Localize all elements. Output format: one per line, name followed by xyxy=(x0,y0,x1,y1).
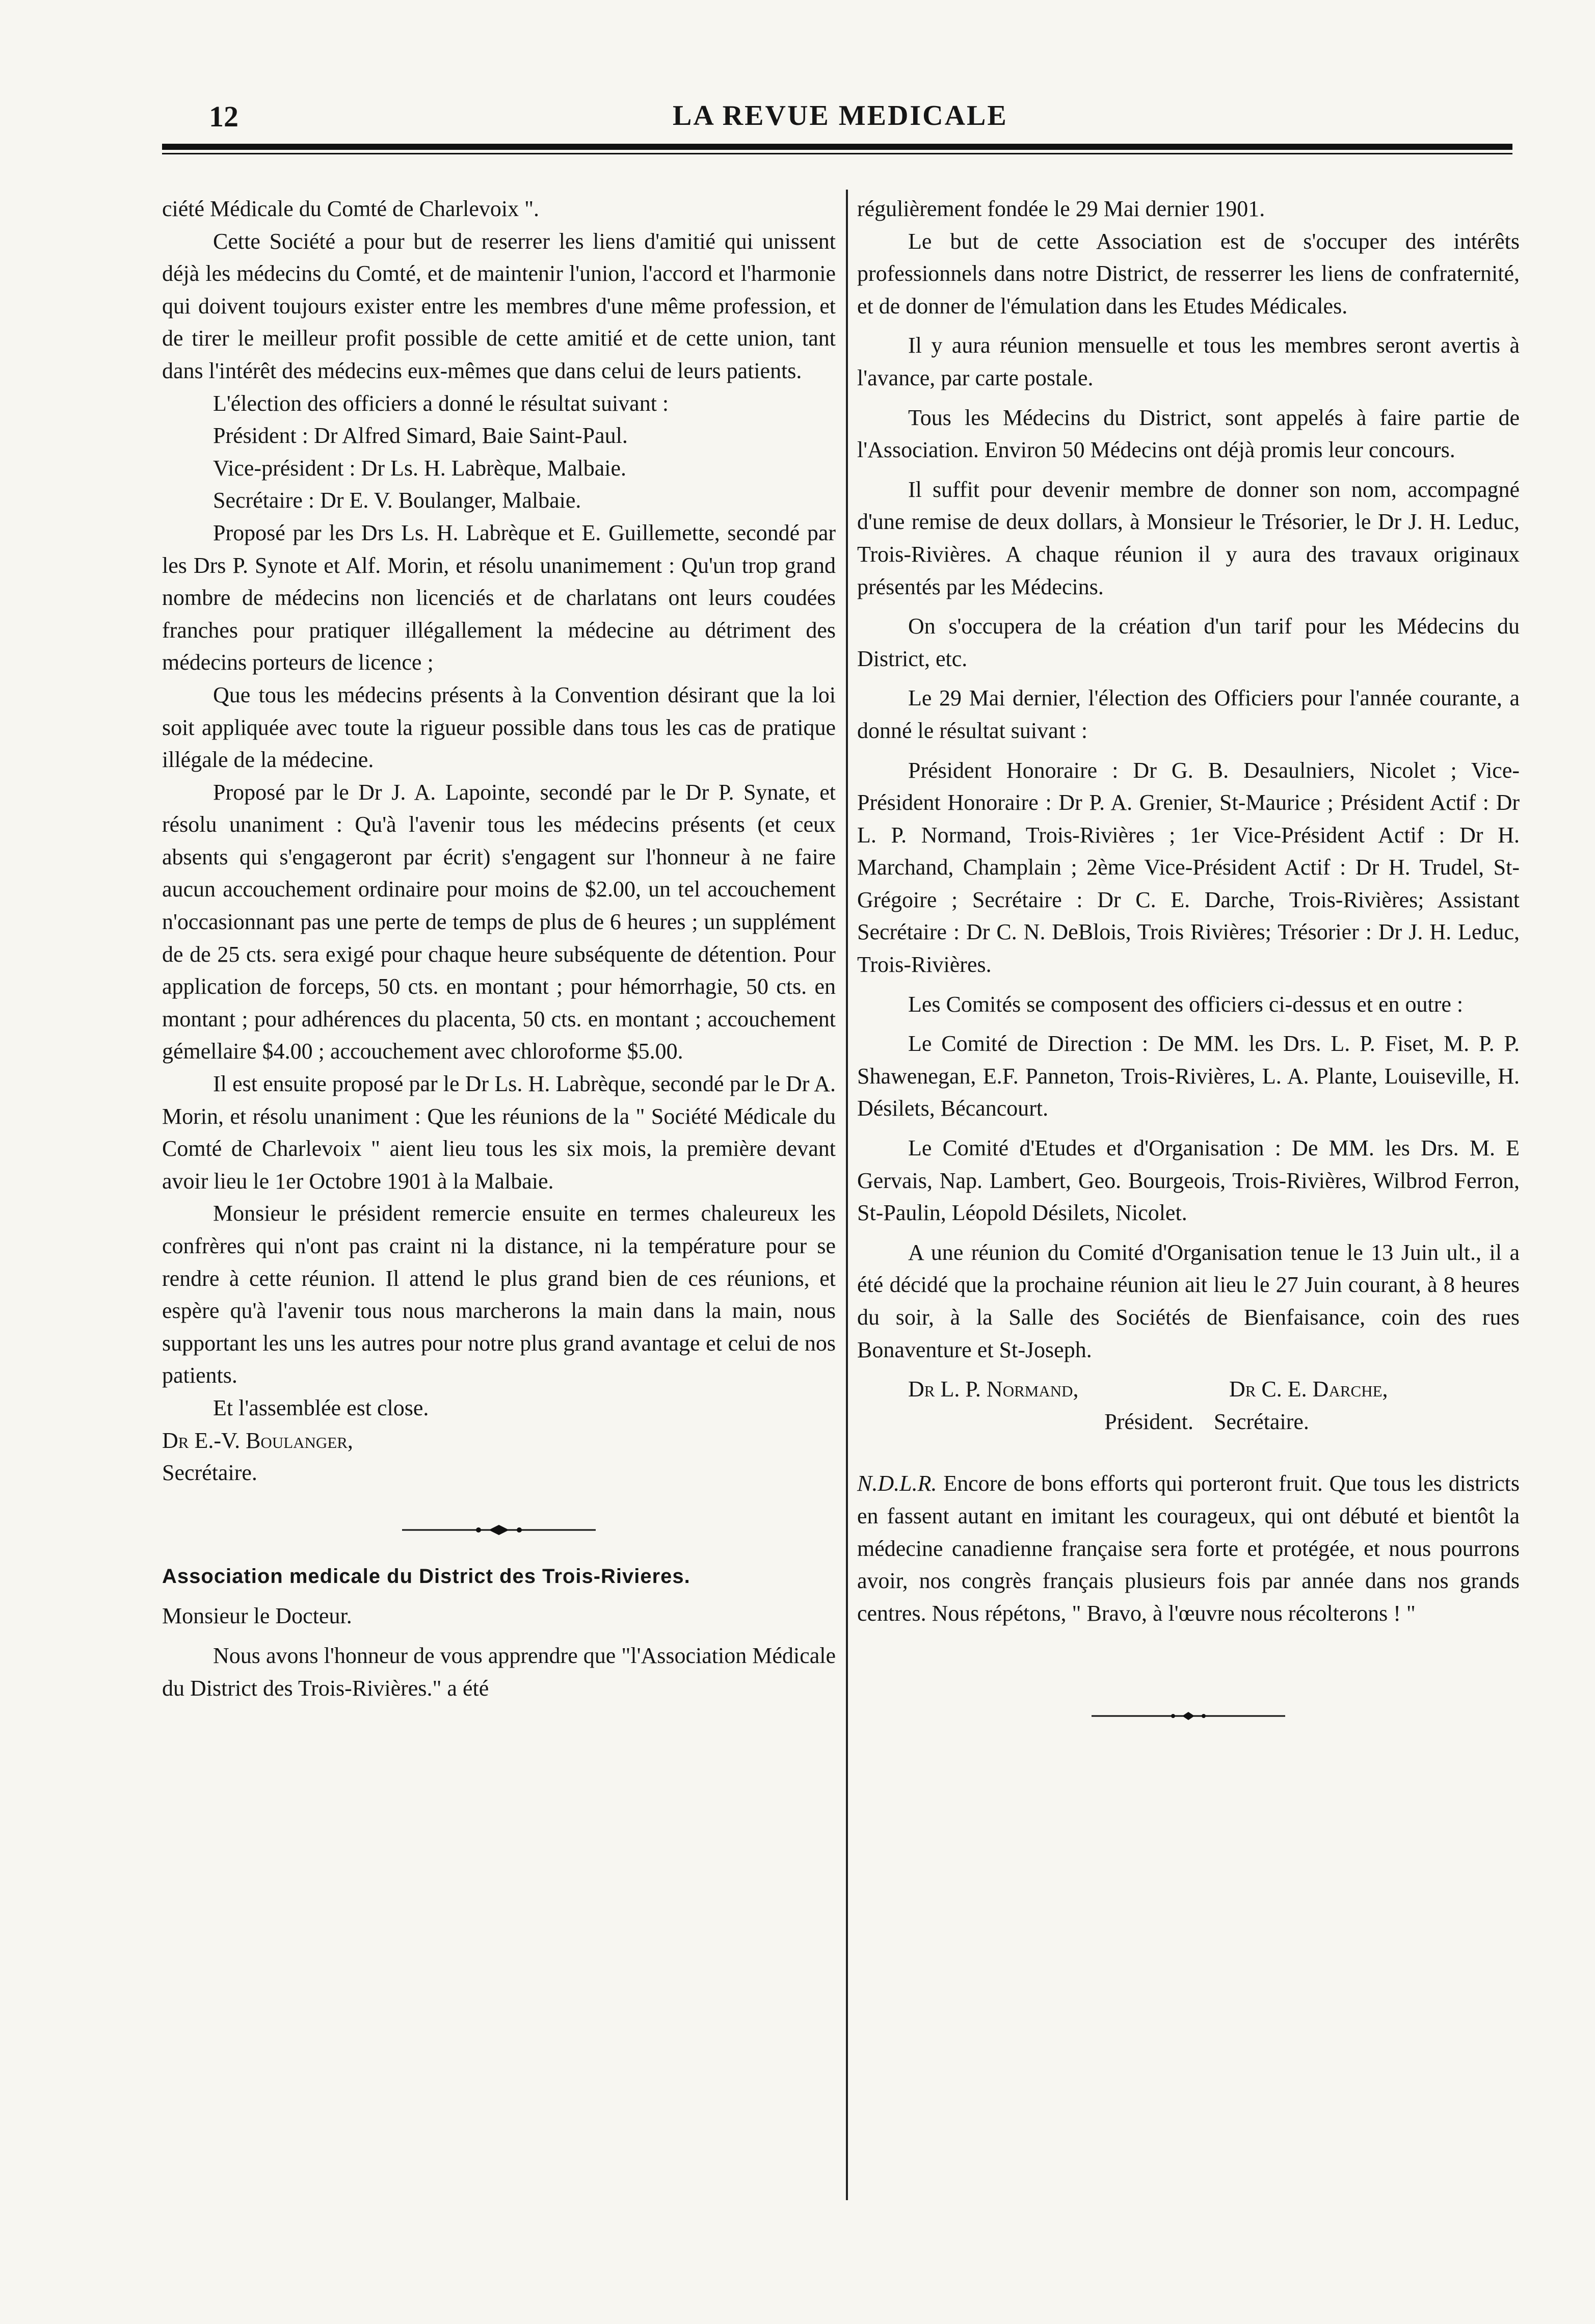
paragraph: Président Honoraire : Dr G. B. Desaulniers, Nicolet ; Vice-Président Honoraire : Dr P. A. Grenier, St-Maurice ; Président Actif : Dr L. P. Normand, Trois-Rivières ; 1er Vice-Président Actif : Dr H. Marchand, Champlain ; 2ème Vice-Président Actif : Dr H. Trudel, St-Grégoire ; Secrétaire : Dr C. E. Darche, Trois-Rivières; Assistant Secrétaire : Dr C. N. DeBlois, Trois Rivières; Trésorier : Dr J. H. Leduc, Trois-Rivières. xyxy=(857,757,1520,978)
section-title: Association medicale du District des Trois-Rivieres. xyxy=(162,1565,690,1588)
paragraph: Nous avons l'honneur de vous apprendre que "l'Association Médicale du District des Trois-Rivières." a été xyxy=(162,1643,836,1701)
header-rule-thin xyxy=(162,153,1512,154)
paragraph: Les Comités se composent des officiers ci-dessus et en outre : xyxy=(908,991,1464,1017)
right-column xyxy=(857,193,1520,1747)
signature-name: Dr E.-V. Boulanger, xyxy=(162,1428,353,1453)
paragraph: ciété Médicale du Comté de Charlevoix ". xyxy=(162,196,540,221)
end-ornament xyxy=(1092,1706,1285,1726)
paragraph: On s'occupera de la création d'un tarif pour les Médecins du District, etc. xyxy=(857,614,1520,671)
paragraph: régulièrement fondée le 29 Mai dernier 1901. xyxy=(857,196,1265,221)
signature-title: Président. xyxy=(1104,1409,1193,1434)
signature-title: Secrétaire. xyxy=(1214,1409,1309,1434)
paragraph: Proposé par les Drs Ls. H. Labrèque et E. Guillemette, secondé par les Drs P. Synote et Alf. Morin, et résolu unanimement : Qu'un trop grand nombre de médecins non licenciés et de charlatans ont leurs coudées franches pour pratiquer illégallement la médecine au détriment des médecins porteurs de licence ; xyxy=(162,520,836,675)
officer-line: Président : Dr Alfred Simard, Baie Saint-Paul. xyxy=(213,423,628,448)
signature-block-secretary xyxy=(1214,1373,1520,1438)
signatures xyxy=(857,1373,1520,1438)
paragraph: Le Comité de Direction : De MM. les Drs. L. P. Fiset, M. P. P. Shawenegan, E.F. Panneton, Trois-Rivières, L. A. Plante, Louiseville, H. Désilets, Bécancourt. xyxy=(857,1031,1520,1121)
paragraph: Le 29 Mai dernier, l'élection des Officiers pour l'année courante, a donné le résultat suivant : xyxy=(857,685,1520,743)
paragraph: Il est ensuite proposé par le Dr Ls. H. Labrèque, secondé par le Dr A. Morin, et résolu unaniment : Que les réunions de la " Société Médicale du Comté de Charlevoix " aient lieu tous les six mois, la première devant avoir lieu le 1er Octobre 1901 à la Malbaie. xyxy=(162,1071,836,1194)
column-divider xyxy=(846,190,848,2200)
signature-block-president xyxy=(857,1373,1214,1438)
running-title: LA REVUE MEDICALE xyxy=(673,100,1008,131)
paragraph: Monsieur le président remercie ensuite en termes chaleureux les confrères qui n'ont pas craint ni la distance, ni la température pour se rendre à cette réunion. Il attend le plus grand bien de ces réunions, et espère qu'à l'avenir tous nous marcherons la main dans la main, nous supportant les uns les autres pour notre plus grand avantage et celui de nos patients. xyxy=(162,1201,836,1388)
paragraph: Il suffit pour devenir membre de donner son nom, accompagné d'une remise de deux dollars, à Monsieur le Trésorier, le Dr J. H. Leduc, Trois-Rivières. A chaque réunion il y aura des travaux originaux présentés par les Médecins. xyxy=(857,477,1520,599)
paragraph: Le but de cette Association est de s'occuper des intérêts professionnels dans notre District, de resserrer les liens de confraternité, et de donner de l'émulation dans les Etudes Médicales. xyxy=(857,228,1520,319)
page-number: 12 xyxy=(209,100,238,133)
paragraph: L'élection des officiers a donné le résultat suivant : xyxy=(213,390,669,416)
page-header xyxy=(0,99,1595,140)
signature-title: Secrétaire. xyxy=(162,1460,257,1486)
editor-note-label: N.D.L.R. xyxy=(857,1471,937,1496)
section-ornament xyxy=(402,1520,596,1540)
paragraph: Et l'assemblée est close. xyxy=(213,1395,429,1420)
paragraph: Il y aura réunion mensuelle et tous les membres seront avertis à l'avance, par carte postale. xyxy=(857,333,1520,390)
officer-line: Vice-président : Dr Ls. H. Labrèque, Malbaie. xyxy=(213,455,627,481)
paragraph: Cette Société a pour but de reserrer les liens d'amitié qui unissent déjà les médecins du Comté, et de maintenir l'union, l'accord et l'harmonie qui doivent toujours exister entre les membres d'une même profession, et de tirer le meilleur profit possible de cette amitié et de cette union, tant dans l'intérêt des médecins eux-mêmes que dans celui de leurs patients. xyxy=(162,228,836,383)
signature-name: Dr C. E. Darche, xyxy=(1229,1377,1388,1402)
paragraph: Que tous les médecins présents à la Convention désirant que la loi soit appliquée avec toute la rigueur possible dans tous les cas de pratique illégale de la médecine. xyxy=(162,682,836,773)
paragraph: Tous les Médecins du District, sont appelés à faire partie de l'Association. Environ 50 Médecins ont déjà promis leur concours. xyxy=(857,405,1520,463)
paragraph: Le Comité d'Etudes et d'Organisation : De MM. les Drs. M. E Gervais, Nap. Lambert, Geo. Bourgeois, Trois-Rivières, Wilbrod Ferron, St-Paulin, Léopold Désilets, Nicolet. xyxy=(857,1135,1520,1226)
paragraph: A une réunion du Comité d'Organisation tenue le 13 Juin ult., il a été décidé que la prochaine réunion ait lieu le 27 Juin courant, à 8 heures du soir, à la Salle des Sociétés de Bienfaisance, coin des rues Bonaventure et St-Joseph. xyxy=(857,1239,1520,1362)
salutation: Monsieur le Docteur. xyxy=(162,1603,352,1629)
signature-name: Dr L. P. Normand, xyxy=(908,1377,1079,1402)
officer-line: Secrétaire : Dr E. V. Boulanger, Malbaie. xyxy=(213,488,581,513)
paragraph: Proposé par le Dr J. A. Lapointe, secondé par le Dr P. Synate, et résolu unaniment : Qu'à l'avenir tous les médecins présents (et ceux absents qui s'engageront par écrit) s'engagent sur l'honneur à ne faire aucun accouchement ordinaire pour moins de $2.00, un tel accouchement n'occasionnant pas une perte de temps de plus de 6 heures ; un supplément de de 25 cts. sera exigé pour chaque heure subséquente de détention. Pour application de forceps, 50 cts. en montant ; pour hémorrhagie, 50 cts. en montant ; pour adhérences du placenta, 50 cts. en montant ; accouchement gémellaire $4.00 ; accouchement avec chloroforme $5.00. xyxy=(162,779,836,1064)
header-rule-thick xyxy=(162,144,1512,150)
left-column xyxy=(162,193,836,1704)
editor-note-text: Encore de bons efforts qui porteront fruit. Que tous les districts en fassent autant en imitant les courageux, qui ont débuté et bientôt la médecine canadienne française sera forte et protégée, et nous pourrons avoir, nos congrès français plusieurs fois par année dans nos grands centres. Nous répétons, " Bravo, à l'œuvre nous récolterons ! " xyxy=(857,1471,1520,1626)
editor-note xyxy=(857,1467,1520,1629)
